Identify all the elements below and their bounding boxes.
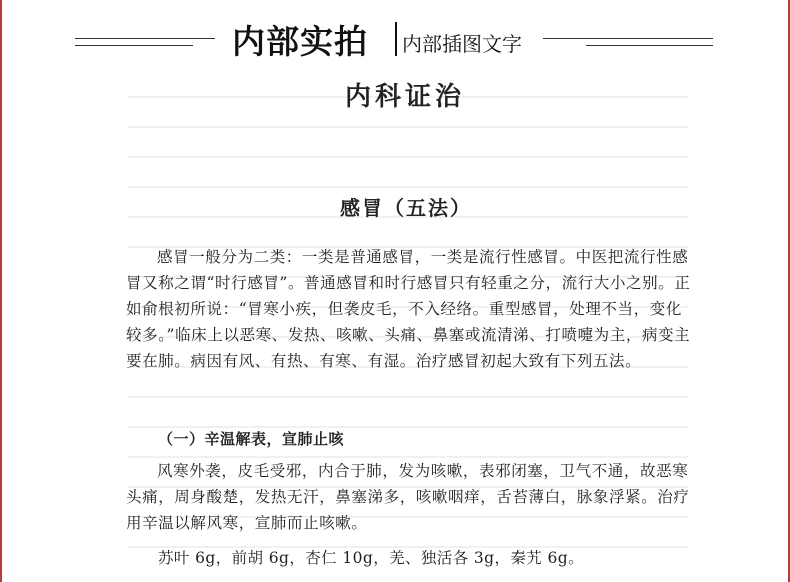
left-frame-border	[0, 0, 2, 582]
herbs-line: 苏叶 6g，前胡 6g，杏仁 10g，羌、独活各 3g，秦艽 6g。	[158, 549, 585, 567]
banner-divider	[395, 22, 397, 56]
section-title: 感冒（五法）	[340, 196, 472, 220]
banner-title: 内部实拍	[232, 22, 368, 61]
decorative-rule	[75, 45, 193, 46]
banner-subtitle: 内部插图文字	[402, 32, 522, 56]
method-heading: （一）辛温解表，宣肺止咳	[158, 430, 345, 448]
decorative-rule	[75, 38, 215, 39]
chapter-title: 内科证治	[345, 82, 466, 112]
method-paragraph: 风寒外袭，皮毛受邪，内合于肺，发为咳嗽，表邪闭塞，卫气不通，故恶寒头痛，周身酸楚，发热无汗，鼻塞涕多，咳嗽咽痒，舌苔薄白，脉象浮紧。治疗用辛温以解风寒，宣肺而止咳嗽。	[126, 462, 690, 532]
decorative-rule	[543, 38, 713, 39]
intro-paragraph: 感冒一般分为二类：一类是普通感冒，一类是流行性感冒。中医把流行性感冒又称之谓“时行感冒”。普通感冒和时行感冒只有轻重之分，流行大小之别。正如俞根初所说：“冒寒小疾，但袭皮毛，不入经络。重型感冒，处理不当，变化较多。”临床上以恶寒、发热、咳嗽、头痛、鼻塞或流清涕、打喷嚏为主，病变主要在肺。病因有风、有热、有寒、有湿。治疗感冒初起大致有下列五法。	[126, 248, 691, 370]
header-banner	[0, 0, 790, 70]
decorative-rule	[586, 45, 713, 46]
